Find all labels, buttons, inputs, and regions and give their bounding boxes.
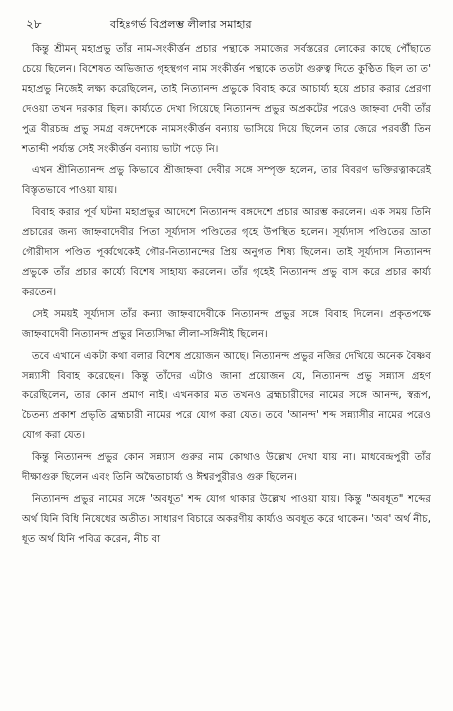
page-number: ২৮ — [26, 17, 42, 31]
paragraph-7: নিত্যানন্দ প্রভুর নামের সঙ্গে 'অবধূত' শব্দ যোগ থাকার উল্লেখ পাওয়া যায়। কিন্তু "অবধূত" শব্দের অর্থ যিনি বিধি নিষেধের অতীত। সাধারণ বিচারে অকরণীয় কার্য্যও অবধূত করে থাকেন। 'অব' অর্থ নীচ, ধূত অর্থ যিনি পবিত্র করেন, নীচ বা — [22, 493, 431, 545]
paragraph-4: সেই সময়ই সূর্য্যদাস তাঁর কন্যা জাহ্নবাদেবীকে নিত্যানন্দ প্রভুর সঙ্গে বিবাহ দিলেন। প্রকৃতপক্ষে জাহ্নবাদেবী নিত্যানন্দ প্রভুর নিত্যসিদ্ধা লীলা-সঙ্গিনীই ছিলেন। — [22, 308, 431, 340]
paragraph-6: কিন্তু নিত্যানন্দ প্রভুর কোন সন্ন্যাস গুরুর নাম কোথাও উল্লেখ দেখা যায় না। মাধবেন্দ্রপুরী তাঁর দীক্ষাগুরু ছিলেন এবং তিনি অদ্বৈতাচার্য্য ও ঈশ্বরপুরীরও গুরু ছিলেন। — [22, 452, 431, 484]
paragraph-2: এখন শ্রীনিত্যানন্দ প্রভু কিভাবে শ্রীজাহ্নবা দেবীর সঙ্গে সম্পৃক্ত হলেন, তার বিবরণ ভক্তিরত্নাকরেই বিস্তৃতভাবে পাওয়া যায়। — [22, 165, 431, 197]
paragraph-5: তবে এখানে একটা কথা বলার বিশেষ প্রয়োজন আছে। নিত্যানন্দ প্রভুর নজির দেখিয়ে অনেক বৈষ্ণব সন্ন্যাসী বিবাহ করেছেন। কিন্তু তাঁদের এটাও জানা প্রয়োজন যে, নিত্যানন্দ প্রভু সন্ন্যাস গ্রহণ করেছিলেন, তার কোন প্রমাণ নাই। এখনকার মত তখনও ব্রহ্মচারীদের নামের সঙ্গে আনন্দ, স্বরূপ, চৈতন্য প্রকাশ প্রভৃতি ব্রহ্মচারী নামের পরে যোগ করা যেত। তবে 'আনন্দ' শব্দ সন্ন্যাসীর নামের পরেও যোগ করা যেত। — [22, 350, 431, 442]
running-title: বহিঃগর্ভ বিপ্রলম্ভ লীলার সমাহার — [110, 18, 252, 31]
body-text — [22, 40, 431, 552]
paragraph-3: বিবাহ করার পূর্ব ঘটনা মহাপ্রভুর আদেশে নিত্যানন্দ বঙ্গদেশে প্রচার আরম্ভ করলেন। এক সময় তিনি প্রচারের জন্য জাহ্নবাদেবীর পিতা সূর্য্যদাস পণ্ডিতের গৃহে উপস্থিত হলেন। সূর্য্যদাস পণ্ডিতের ভ্রাতা গৌরীদাস পণ্ডিত পূর্ব্বথেকেই গৌর-নিত্যানন্দের প্রিয় অনুগত শিষ্য ছিলেন। তাই সূর্য্যদাস নিত্যানন্দ প্রভুকে তাঁর প্রচার কার্য্যে বিশেষ সাহায্য করলেন। তাঁর গৃহেই নিত্যানন্দ প্রভু বাস করে প্রচার কার্য্য করতেন। — [22, 207, 431, 298]
paragraph-1: কিন্তু শ্রীমন্ মহাপ্রভু তাঁর নাম-সংকীর্ত্তন প্রচার পন্থাকে সমাজের সর্বস্তরের লোকের কাছে পৌঁছাতে চেয়ে ছিলেন। বিশেষত অভিজাত গৃহস্থগণ নাম সংকীর্ত্তন পন্থাকে ততটা গুরুত্ব দিতে কুণ্ঠিত ছিল তা ত' মহাপ্রভু নিজেই লক্ষ্য করেছিলেন, তাই নিত্যানন্দ প্রভুকে বিবাহ করে আচার্য্য হয়ে প্রচার করার প্রেরণা দেওয়া তখন দরকার ছিল। কার্য্যতে দেখা গিয়েছে নিত্যানন্দ প্রভুর অপ্রকটের পরেও জাহ্নবা দেবী তাঁর পুত্র বীরচন্দ্র প্রভু সমগ্র বঙ্গদেশকে নামসংকীর্ত্তন বন্যায় ভাসিয়ে দিয়ে ছিলেন তার জেরে পরবর্ত্তী তিন শতাব্দী পর্য্যন্ত সেই সংকীর্ত্তন বন্যায় ভাটা পড়ে নি। — [22, 44, 431, 155]
page-header — [26, 14, 426, 36]
